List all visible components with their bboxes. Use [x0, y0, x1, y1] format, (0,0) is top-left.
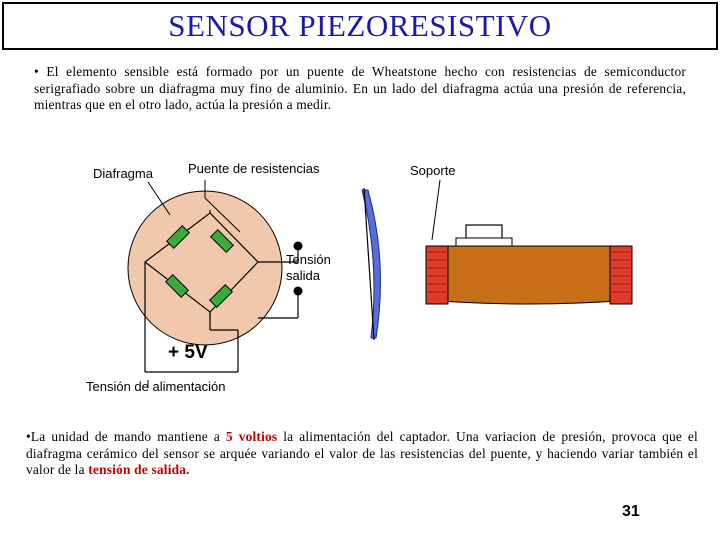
page-number: 31 — [622, 503, 640, 520]
diaphragm-circle — [128, 191, 282, 345]
label-tension-salida-2: salida — [286, 268, 320, 283]
page-title: SENSOR PIEZORESISTIVO — [168, 8, 552, 43]
support-body — [426, 246, 630, 304]
label-alimentacion: Tensión de alimentación — [86, 379, 226, 394]
support-right-flange — [610, 246, 632, 304]
body-part1: La unidad de mando mantiene a — [30, 429, 226, 444]
support-left-flange — [426, 246, 448, 304]
diaphragm-lens — [362, 190, 381, 338]
highlight-tension-salida: tensión de salida. — [88, 462, 190, 477]
support-top-base — [456, 238, 512, 246]
support-top-component — [466, 225, 502, 239]
body-bullet: • — [26, 429, 31, 444]
label-diafragma: Diafragma — [93, 166, 153, 181]
body-paragraph — [26, 429, 698, 479]
output-terminal-bottom — [294, 287, 303, 296]
label-voltage: + 5V — [168, 342, 208, 363]
label-tension-salida-1: Tensión — [286, 252, 331, 267]
label-soporte: Soporte — [410, 163, 456, 178]
intro-bullet: • — [34, 64, 39, 79]
output-terminal-top — [294, 242, 303, 251]
highlight-voltios: 5 voltios — [225, 429, 278, 444]
intro-text: El elemento sensible está formado por un puente de Wheatstone hecho con resistencias de semiconductor serigrafiado sobre un diafragma muy fino de aluminio. En un lado del diafragma actúa una presión de referencia, mientras que en el otro lado, actúa la presión a medir. — [34, 64, 686, 112]
leader-soporte — [432, 180, 440, 240]
body-part2: la alimentación del captador. Una variacion de presión, provoca que el diafragma cerámico del sensor se arquée variando el valor de las resistencias del puente, y haciendo variar también el valor de la — [26, 429, 698, 477]
label-puente: Puente de resistencias — [188, 161, 320, 176]
